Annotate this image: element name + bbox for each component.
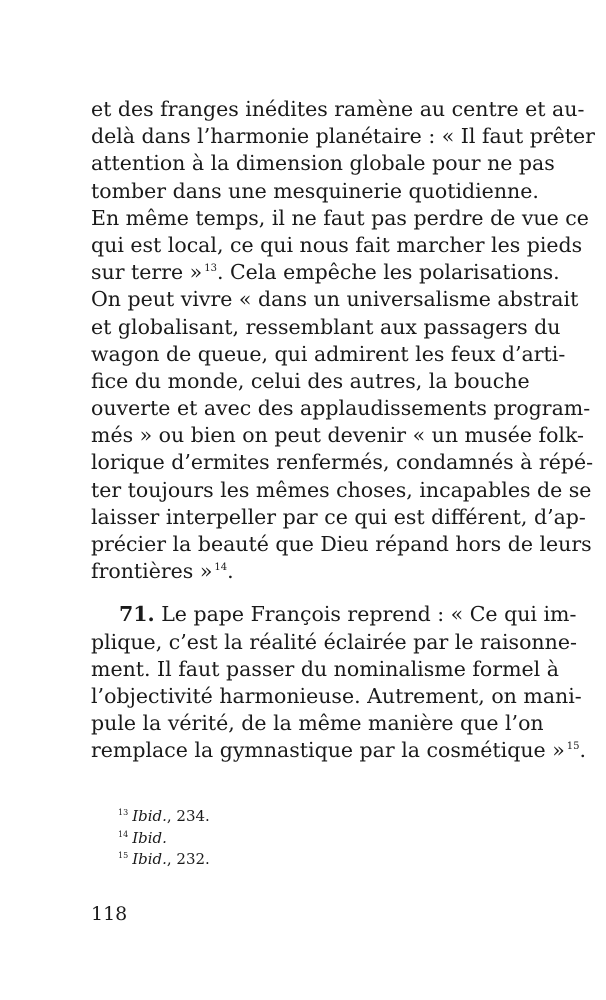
footnote-reference: 13 [204,263,217,275]
page-number: 118 [91,903,128,925]
footnote-reference: 14 [214,562,228,574]
text-line: lorique d’ermites renfermés, condamnés à répé- [91,450,594,475]
paragraph-2 [91,601,586,764]
text-line: ter toujours les mêmes choses, incapables de se [91,477,592,502]
footnote-13 [118,806,210,828]
text-line [91,737,586,764]
text-line: ouverte et avec des applaudissements program- [91,396,591,421]
text-line: et des franges inédites ramène au centre et au- [91,97,585,121]
text-line: ment. Il faut passer du nominalisme formel à [91,656,559,681]
text-line: qui est local, ce qui nous fait marcher les pieds [91,232,583,257]
text-segment: . [579,738,586,763]
text-line [91,601,577,628]
text-segment: sur terre » [91,260,203,285]
footnotes [118,806,210,871]
text-line: laisser interpeller par ce qui est différent, d’ap- [91,504,586,529]
footnote-detail: , 232. [166,850,210,868]
text-segment: . [227,559,234,584]
footnote-number: 13 [118,808,129,817]
footnote-source: Ibid. [132,807,167,825]
text-line: En même temps, il ne faut pas perdre de vue ce [91,205,589,230]
footnote-number: 14 [118,829,129,839]
text-segment: frontières » [91,559,213,584]
text-segment: . Cela empêche les polarisations. [216,260,560,285]
text-line: fice du monde, celui des autres, la bouche [91,368,530,393]
text-line: On peut vivre « dans un universalisme abstrait [91,287,579,312]
text-line: précier la beauté que Dieu répand hors de leurs [91,532,592,556]
footnote-reference: 15 [566,741,580,753]
footnote-source: Ibid. [132,850,167,868]
text-segment: remplace la gymnastique par la cosmétique » [91,738,565,763]
page-body [91,96,595,765]
text-line: delà dans l’harmonie planétaire : « Il faut prêter [91,124,595,149]
text-line: pule la vérité, de la même manière que l’on [91,711,544,736]
text-line: tomber dans une mesquinerie quotidienne. [91,178,539,203]
text-segment: Le pape François reprend : « Ce qui im- [154,602,577,627]
text-line [91,558,515,585]
text-line: l’objectivité harmonieuse. Autrement, on mani- [91,683,582,708]
paragraph-spacer [91,585,515,601]
text-line: més » ou bien on peut devenir « un musée folk- [91,423,584,448]
footnote-number: 15 [118,851,129,860]
text-line: attention à la dimension globale pour ne pas [91,151,555,176]
paragraph-number: 71. [119,602,155,627]
text-line [91,259,560,286]
footnote-15 [118,849,210,871]
text-line: wagon de queue, qui admirent les feux d’arti- [91,341,566,366]
text-line: et globalisant, ressemblant aux passagers du [91,314,561,339]
footnote-detail: , 234. [166,807,210,825]
footnote-14 [118,828,210,850]
text-line: plique, c’est la réalité éclairée par le raisonne- [91,629,577,654]
paragraph-1 [91,96,595,585]
footnote-source: Ibid. [132,828,167,847]
